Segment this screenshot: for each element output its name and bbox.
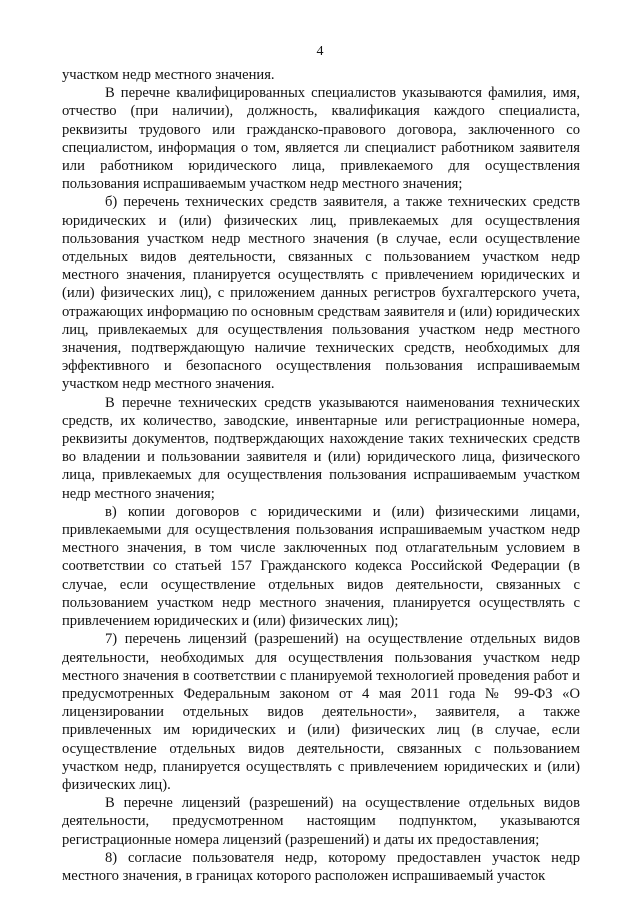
document-body [62, 66, 580, 885]
paragraph: в) копии договоров с юридическими и (или) физическими лицами, привлекаемыми для осуществления пользования испрашиваемым участком недр местного значения, в том числе заключенных под отлагательным условием в соответствии со статьей 157 Гражданского кодекса Российской Федерации (в случае, если осуществление отдельных видов деятельности, связанных с пользованием участком недр местного значения, планируется осуществлять с привлечением юридических и (или) физических лиц); [62, 503, 580, 630]
paragraph: 8) согласие пользователя недр, которому предоставлен участок недр местного значения, в границах которого расположен испрашиваемый участок [62, 849, 580, 884]
page-number: 4 [316, 44, 324, 59]
paragraph: б) перечень технических средств заявителя, а также технических средств юридических и (или) физических лиц, привлекаемых для осуществления пользования участком недр местного значения (в случае, если осуществление отдельных видов деятельности, связанных с пользованием участком недр местного значения, планируется осуществлять с привлечением юридических и (или) физических лиц), с приложением данных регистров бухгалтерского учета, отражающих информацию по основным средствам заявителя и (или) юридических лиц, привлекаемых для осуществления пользования участком недр местного значения, подтверждающую наличие технических средств, необходимых для эффективного и безопасного осуществления пользования испрашиваемым участком недр местного значения. [62, 194, 580, 393]
paragraph: В перечне квалифицированных специалистов указываются фамилия, имя, отчество (при наличии), должность, квалификация каждого специалиста, реквизиты трудового или гражданско-правового договора, заключенного со специалистом, информация о том, является ли специалист работником заявителя или работником юридического лица, привлекаемого для осуществления пользования испрашиваемым участком недр местного значения; [62, 85, 580, 193]
paragraph: 7) перечень лицензий (разрешений) на осуществление отдельных видов деятельности, необходимых для осуществления пользования участком недр местного значения в соответствии с планируемой технологией проведения работ и предусмотренных Федеральным законом от 4 мая 2011 года № 99-ФЗ «О лицензировании отдельных видов деятельности», заявителя, а также привлеченных им юридических и (или) физических лиц (в случае, если осуществление отдельных видов деятельности, связанных с пользованием участком недр, планируется осуществлять с привлечением юридических и (или) физических лиц). [62, 631, 580, 793]
paragraph: участком недр местного значения. [62, 67, 275, 83]
paragraph: В перечне лицензий (разрешений) на осуществление отдельных видов деятельности, предусмотренном настоящим подпунктом, указываются регистрационные номера лицензий (разрешений) и даты их предоставления; [62, 795, 580, 848]
paragraph: В перечне технических средств указываются наименования технических средств, их количество, заводские, инвентарные или регистрационные номера, реквизиты документов, подтверждающих нахождение таких технических средств во владении и пользовании заявителя и (или) юридического лица, физического лица, привлекаемых для осуществления пользования испрашиваемым участком недр местного значения; [62, 394, 580, 502]
